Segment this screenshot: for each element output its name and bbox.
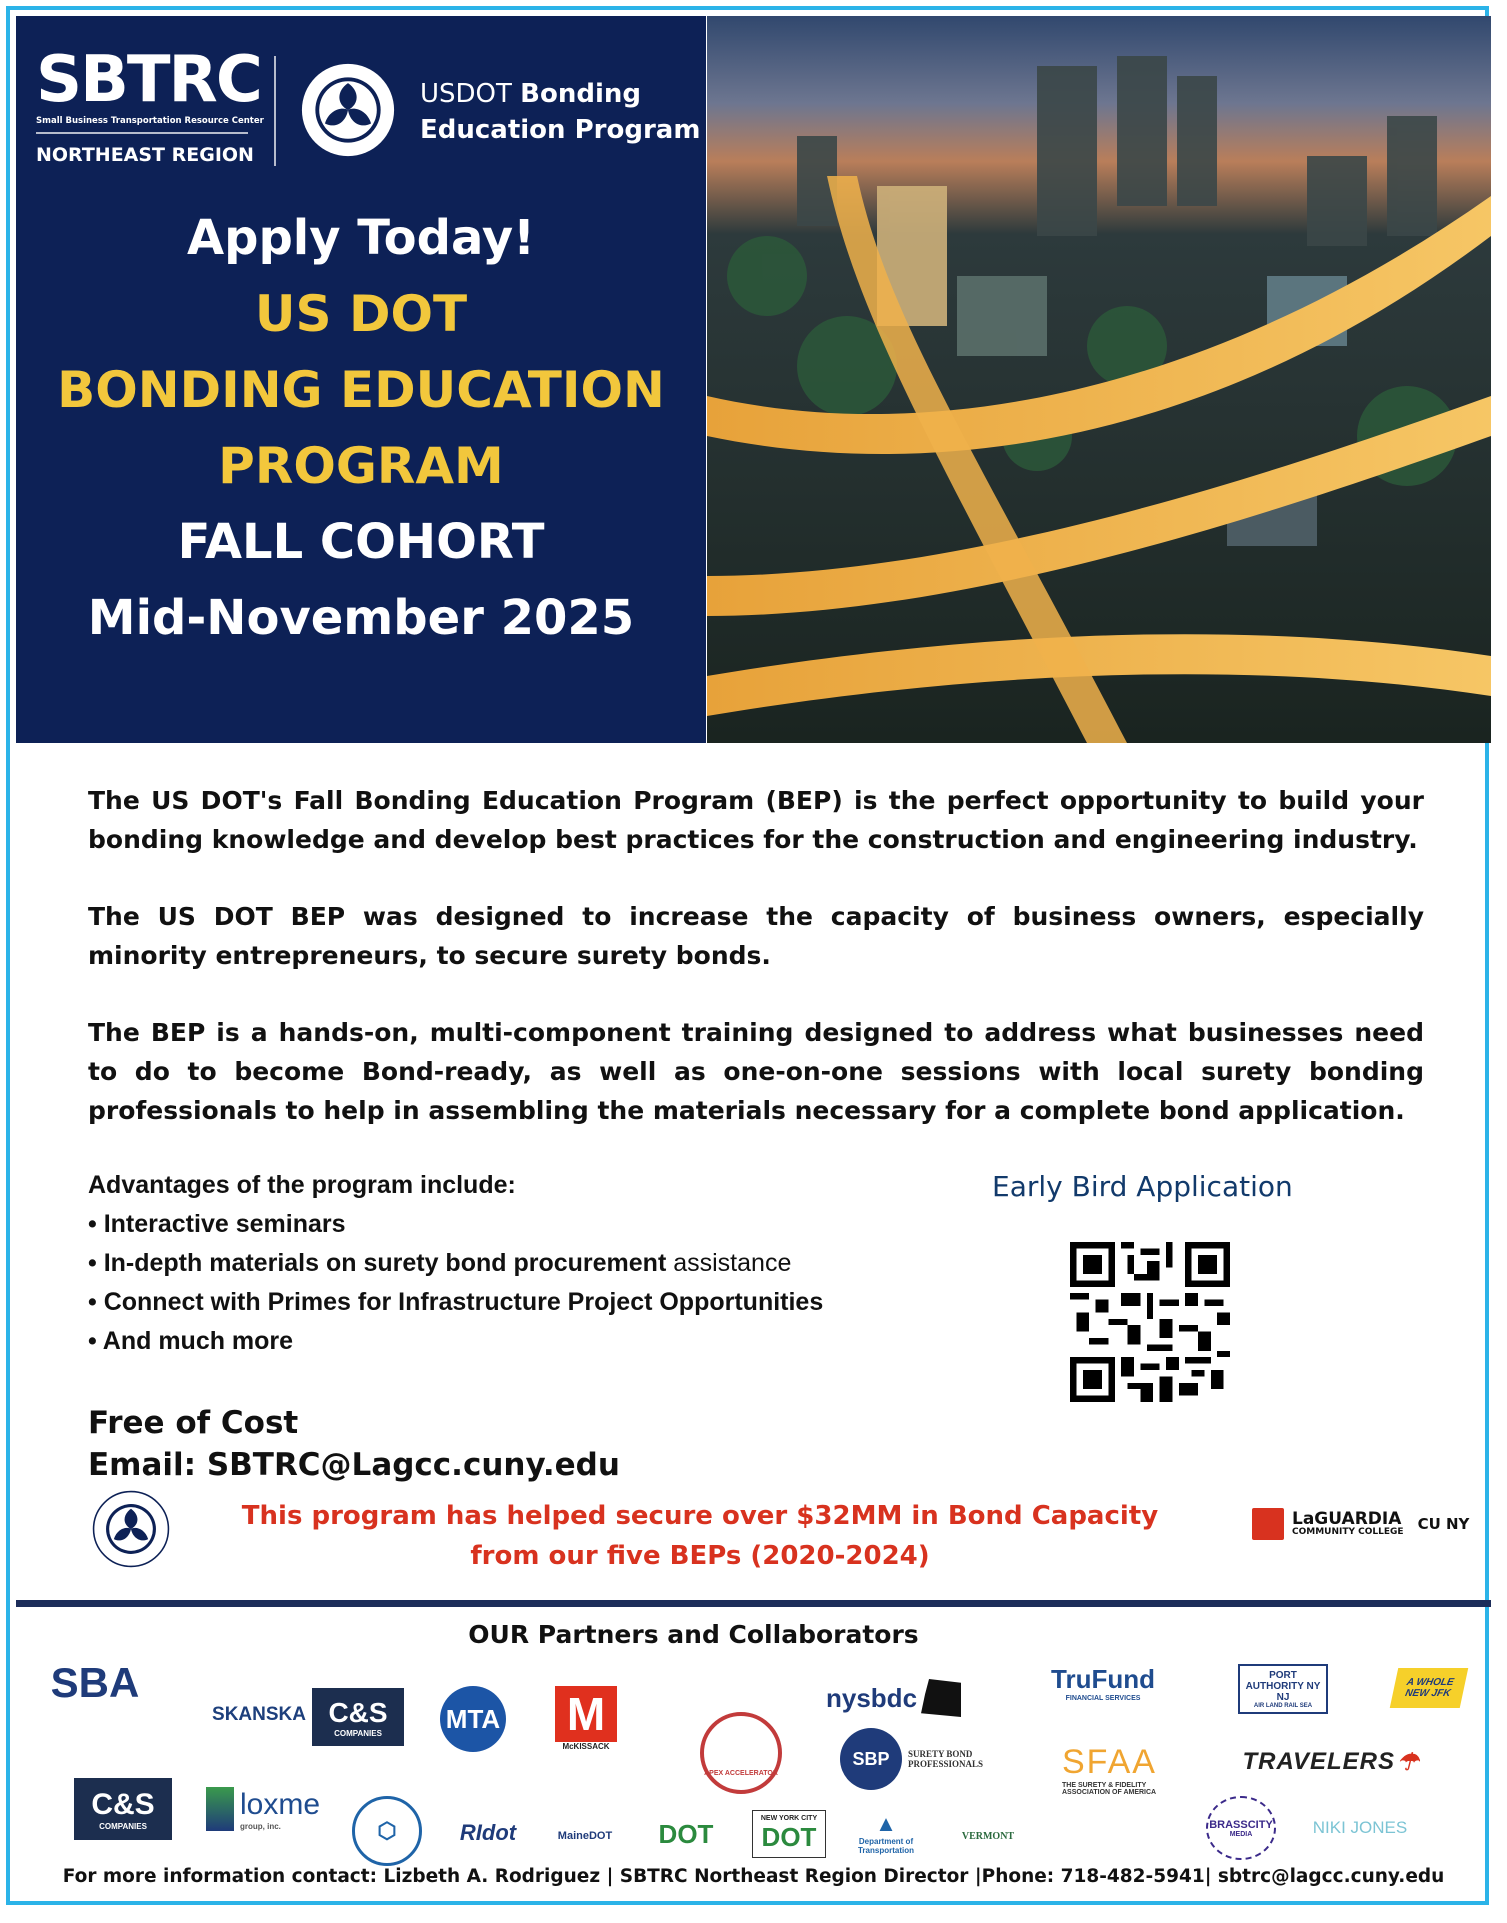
skanska-logo: SKANSKA: [212, 1704, 306, 1725]
advantage-item: • Connect with Primes for Infrastructure Project Opportunities: [88, 1288, 824, 1316]
sba-logo: SBA: [50, 1659, 140, 1706]
port-authority-logo: PORT AUTHORITY NY NJ AIR LAND RAIL SEA: [1238, 1664, 1328, 1714]
details-paragraph: The BEP is a hands-on, multi-component training designed to address what businesses need to do to become Bond-ready, as well as one-on-one sessions with local surety bonding professionals to help in assembling the materials necessary for a complete bond application.: [88, 1018, 1424, 1125]
nys-dot-logo: ▲ Department of Transportation: [857, 1811, 914, 1855]
connecticut-dot-logo: ⬡: [352, 1796, 422, 1866]
nyc-dot-logo: NEW YORK CITY DOT: [752, 1810, 826, 1858]
apex-accelerator-logo: APEX ACCELERATOR: [700, 1712, 782, 1794]
purpose-paragraph: The US DOT BEP was designed to increase the capacity of business owners, especially minority entrepreneurs, to secure surety bonds.: [88, 902, 1424, 970]
vermont-logo: VERMONT: [961, 1830, 1015, 1842]
laguardia-name: LaGUARDIA: [1292, 1509, 1402, 1529]
loxme-logo: loxme group, inc.: [206, 1782, 342, 1836]
city-highway-photo: [707, 16, 1491, 743]
laguardia-logo: [1252, 1508, 1469, 1540]
cost-contact: [88, 1402, 620, 1486]
usdot-prefix: USDOT: [420, 79, 512, 109]
mckissack-logo: M McKISSACK: [552, 1682, 620, 1754]
advantages-list: [88, 1166, 823, 1361]
mta-logo: MTA: [440, 1686, 506, 1752]
headline-us-dot: US DOT: [254, 285, 468, 343]
nysbdc-logo: nysbdc: [826, 1676, 976, 1720]
usdot-education-program: Education Program: [420, 115, 701, 145]
impact-line-2: from our five BEPs (2020-2024): [470, 1541, 930, 1571]
sbtrc-full-name: Small Business Transportation Resource Center: [36, 116, 264, 126]
intro-paragraph: The US DOT's Fall Bonding Education Program (BEP) is the perfect opportunity to build your bonding knowledge and develop best practices for the construction and engineering industry.: [88, 786, 1424, 854]
advantage-item: • Interactive seminars: [88, 1210, 346, 1238]
qr-code-icon[interactable]: [1070, 1242, 1230, 1402]
jfk-logo: A WHOLE NEW JFK: [1390, 1668, 1469, 1708]
partners-title: OUR Partners and Collaborators: [468, 1620, 919, 1649]
sfaa-logo: SFAA THE SURETY & FIDELITY ASSOCIATION OF AMERICA: [1062, 1742, 1157, 1796]
ridot-logo: RIdot: [459, 1820, 517, 1845]
advantage-item: • And much more: [88, 1327, 294, 1355]
header-divider: [274, 56, 276, 166]
cs-companies-logo-2: C&S COMPANIES: [74, 1778, 172, 1840]
advantage-item-normal: assistance: [666, 1249, 792, 1277]
headline: [16, 200, 706, 656]
headline-date: Mid-November 2025: [87, 590, 635, 646]
new-hampshire-dot-logo: DOT: [658, 1818, 714, 1849]
brasscity-media-logo: BRASSCITY MEDIA: [1206, 1796, 1276, 1860]
usdot-seal-small-icon: [92, 1490, 170, 1568]
headline-fall-cohort: FALL COHORT: [177, 514, 545, 570]
advantage-item-bold: • In-depth materials on surety bond procurement: [88, 1249, 667, 1277]
advantage-item: [88, 1244, 823, 1283]
usdot-seal-icon: [300, 62, 396, 158]
headline-apply-today: Apply Today!: [186, 210, 536, 266]
sbtrc-wordmark: SBTRC: [36, 43, 261, 117]
cuny-logo: CU NY: [1417, 1515, 1470, 1533]
laguardia-mark-icon: [1252, 1508, 1284, 1540]
usdot-bonding: Bonding: [520, 79, 642, 109]
mainedot-logo: MaineDOT: [557, 1830, 613, 1842]
early-bird-label: Early Bird Application: [992, 1170, 1293, 1203]
trufund-logo: TruFund FINANCIAL SERVICES: [1051, 1664, 1155, 1702]
advantages-title: Advantages of the program include:: [88, 1171, 516, 1199]
travelers-logo: TRAVELERS ☂: [1242, 1748, 1420, 1776]
footer-contact: For more information contact: Lizbeth A. Rodriguez | SBTRC Northeast Region Director |Phone: 718-482-5941| sbtrc@lagcc.cuny.edu: [62, 1866, 1445, 1887]
impact-line-1: This program has helped secure over $32MM in Bond Capacity: [241, 1501, 1159, 1531]
impact-statement: [230, 1496, 1170, 1576]
headline-program: PROGRAM: [218, 437, 504, 495]
sbtrc-rule: [36, 132, 248, 134]
laguardia-subtitle: COMMUNITY COLLEGE: [1292, 1527, 1404, 1537]
usdot-program-title: [420, 76, 700, 148]
surety-bond-professionals-logo: SBP SURETY BOND PROFESSIONALS: [840, 1726, 1010, 1792]
free-of-cost: Free of Cost: [88, 1405, 299, 1441]
headline-bonding-education: BONDING EDUCATION: [57, 361, 665, 419]
contact-email[interactable]: Email: SBTRC@Lagcc.cuny.edu: [88, 1447, 620, 1483]
sbtrc-region: NORTHEAST REGION: [36, 144, 254, 166]
niki-jones-logo: NIKI JONES: [1312, 1818, 1408, 1837]
sbtrc-logo: [36, 43, 264, 166]
cs-companies-logo: C&S COMPANIES: [312, 1688, 404, 1746]
partners-divider: [16, 1600, 1491, 1607]
